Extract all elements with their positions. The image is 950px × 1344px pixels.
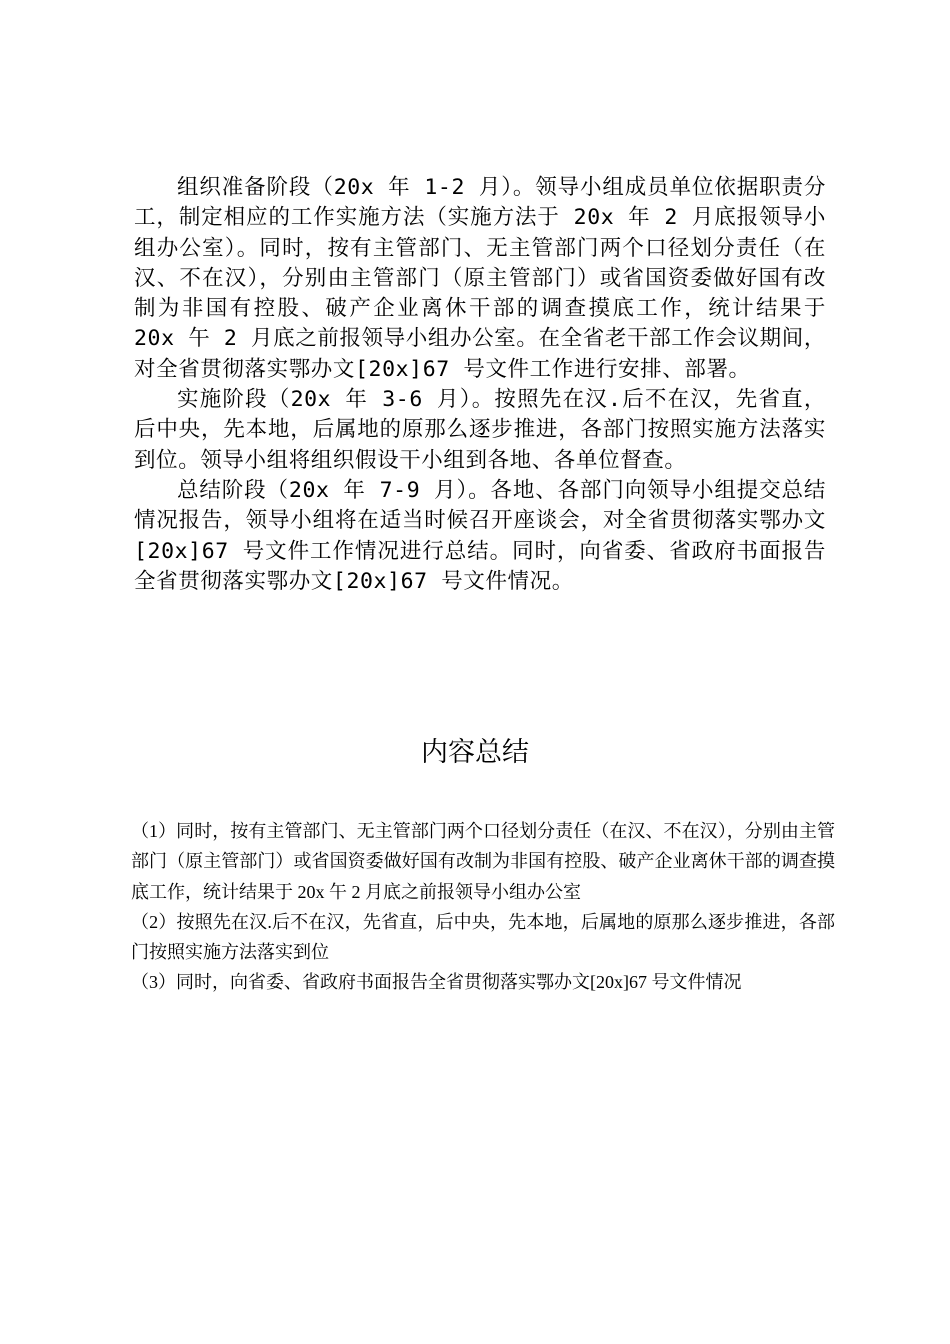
summary-list xyxy=(131,816,835,998)
paragraph-summary-stage: 总结阶段（20x 年 7-9 月）。各地、各部门向领导小组提交总结情况报告，领导小组将在适当时候召开座谈会，对全省贯彻落实鄂办文[20x]67 号文件工作情况进行总结。同时，向省委、省政府书面报告全省贯彻落实鄂办文[20x]67 号文件情况。 xyxy=(134,477,826,594)
summary-item-2: （2）按照先在汉.后不在汉，先省直，后中央，先本地，后属地的原那么逐步推进，各部门按照实施方法落实到位 xyxy=(131,911,835,963)
summary-item-3: （3）同时，向省委、省政府书面报告全省贯彻落实鄂办文[20x]67 号文件情况 xyxy=(131,972,742,993)
paragraph-preparation-stage: 组织准备阶段（20x 年 1-2 月）。领导小组成员单位依据职责分工，制定相应的工作实施方法（实施方法于 20x 年 2 月底报领导小组办公室）。同时，按有主管部门、无主管部门两个口径划分责任（在汉、不在汉），分别由主管部门（原主管部门）或省国资委做好国有改制为非国有控股、破产企业离休干部的调查摸底工作，统计结果于 20x 午 2 月底之前报领导小组办公室。在全省老干部工作会议期间，对全省贯彻落实鄂办文[20x]67 号文件工作进行安排、部署。 xyxy=(134,175,826,382)
body-text xyxy=(134,173,826,597)
summary-title: 内容总结 xyxy=(421,737,529,768)
paragraph-implementation-stage: 实施阶段（20x 年 3-6 月）。按照先在汉.后不在汉，先省直，后中央，先本地，后属地的原那么逐步推进，各部门按照实施方法落实到位。领导小组将组织假设干小组到各地、各单位督查。 xyxy=(134,387,826,473)
summary-item-1: （1）同时，按有主管部门、无主管部门两个口径划分责任（在汉、不在汉），分别由主管部门（原主管部门）或省国资委做好国有改制为非国有控股、破产企业离休干部的调查摸底工作，统计结果于 20x 午 2 月底之前报领导小组办公室 xyxy=(131,821,835,902)
